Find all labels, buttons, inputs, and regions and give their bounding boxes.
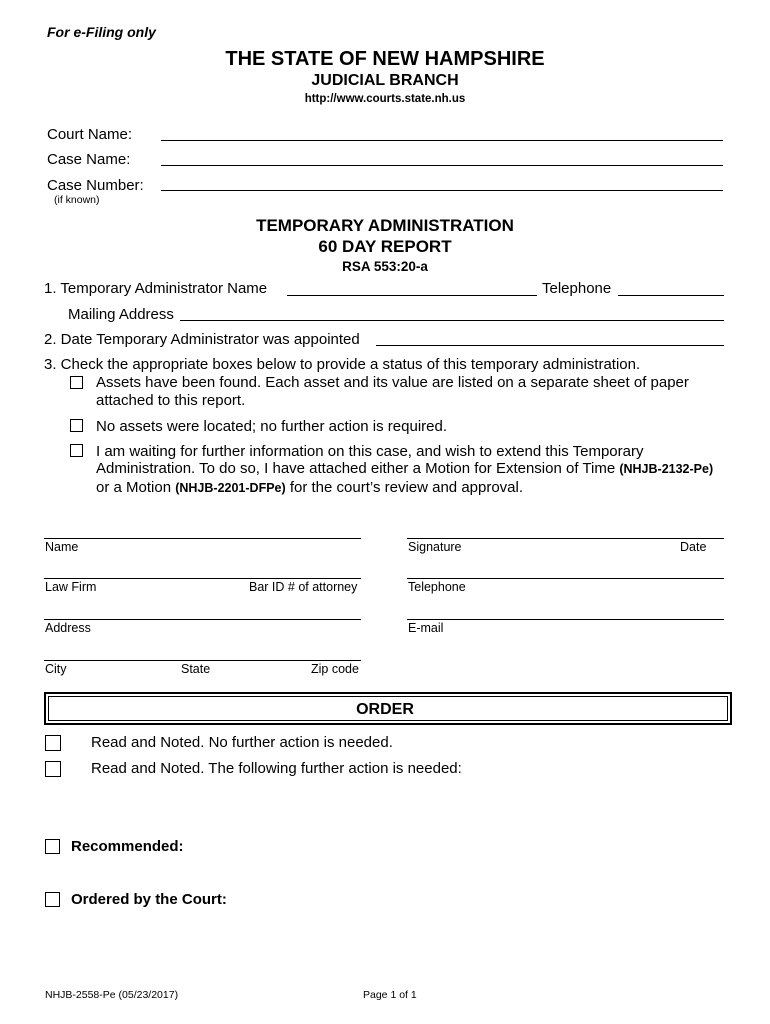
order-further-action-text: Read and Noted. The following further action is needed:: [91, 760, 462, 777]
mailing-address-field[interactable]: [180, 320, 724, 321]
efiling-note: For e-Filing only: [47, 24, 156, 40]
zip-label: Zip code: [311, 662, 359, 676]
order-no-action-text: Read and Noted. No further action is needed.: [91, 734, 393, 751]
no-assets-text: No assets were located; no further action is required.: [96, 418, 448, 435]
ordered-checkbox[interactable]: [45, 892, 60, 907]
form-title-line2: 60 DAY REPORT: [318, 237, 452, 256]
form-ref-2201: (NHJB-2201-DFPe): [175, 481, 286, 495]
no-assets-checkbox[interactable]: [70, 419, 83, 432]
name-label: Name: [45, 540, 79, 554]
case-name-field[interactable]: [161, 165, 723, 166]
item2-label: 2. Date Temporary Administrator was appointed: [44, 331, 360, 348]
appointment-date-field[interactable]: [376, 345, 724, 346]
ordered-label: Ordered by the Court:: [71, 891, 227, 908]
email-field[interactable]: [407, 619, 724, 620]
name-field[interactable]: [44, 538, 361, 539]
signature-label: Signature: [408, 540, 462, 554]
branch-title: JUDICIAL BRANCH: [311, 72, 459, 89]
email-label: E-mail: [408, 621, 444, 635]
telephone-field[interactable]: [618, 295, 724, 296]
form-id: NHJB-2558-Pe (05/23/2017): [45, 989, 179, 1001]
bar-id-label: Bar ID # of attorney: [249, 580, 358, 594]
page-number: Page 1 of 1: [363, 989, 417, 1001]
waiting-info-text-line1: I am waiting for further information on this case, and wish to extend this Temporary: [96, 443, 644, 460]
assets-found-text-line2: attached to this report.: [96, 392, 246, 409]
telephone-label: Telephone: [542, 280, 612, 297]
order-further-action-checkbox[interactable]: [45, 761, 61, 777]
state-title: THE STATE OF NEW HAMPSHIRE: [225, 48, 545, 70]
court-name-label: Court Name:: [47, 126, 133, 143]
rsa-reference: RSA 553:20-a: [342, 259, 428, 274]
court-url[interactable]: http://www.courts.state.nh.us: [304, 93, 466, 105]
case-name-label: Case Name:: [47, 151, 131, 168]
waiting-info-text-line3: [96, 479, 523, 496]
recommended-checkbox[interactable]: [45, 839, 60, 854]
case-number-field[interactable]: [161, 190, 723, 191]
case-number-label: Case Number:: [47, 177, 144, 194]
sig-telephone-field[interactable]: [407, 578, 724, 579]
city-state-zip-field[interactable]: [44, 660, 361, 661]
order-no-action-checkbox[interactable]: [45, 735, 61, 751]
address-field[interactable]: [44, 619, 361, 620]
address-label: Address: [45, 621, 91, 635]
waiting-info-text-line2: [96, 460, 713, 477]
form-title-line1: TEMPORARY ADMINISTRATION: [256, 216, 514, 235]
waiting-info-checkbox[interactable]: [70, 444, 83, 457]
recommended-label: Recommended:: [71, 838, 184, 855]
form-ref-2132: (NHJB-2132-Pe): [619, 462, 714, 476]
waiting-info-text-line3a: or a Motion: [96, 479, 176, 496]
if-known-note: (if known): [54, 194, 100, 206]
assets-found-checkbox[interactable]: [70, 376, 83, 389]
order-heading: ORDER: [356, 701, 414, 718]
waiting-info-text-line2a: Administration. To do so, I have attached either a Motion for Extension of Time: [96, 460, 620, 477]
state-label: State: [181, 662, 211, 676]
signature-field[interactable]: [407, 538, 724, 539]
administrator-name-field[interactable]: [287, 295, 537, 296]
waiting-info-text-line3b: for the court’s review and approval.: [285, 479, 524, 496]
sig-telephone-label: Telephone: [408, 580, 466, 594]
date-label: Date: [680, 540, 707, 554]
assets-found-text-line1: Assets have been found. Each asset and its value are listed on a separate sheet of paper: [96, 374, 689, 391]
court-name-field[interactable]: [161, 140, 723, 141]
mailing-address-label: Mailing Address: [68, 306, 174, 323]
item1-label: 1. Temporary Administrator Name: [44, 280, 268, 297]
item3-label: 3. Check the appropriate boxes below to provide a status of this temporary administration.: [44, 356, 641, 373]
city-label: City: [45, 662, 67, 676]
law-firm-label: Law Firm: [45, 580, 97, 594]
law-firm-field[interactable]: [44, 578, 361, 579]
